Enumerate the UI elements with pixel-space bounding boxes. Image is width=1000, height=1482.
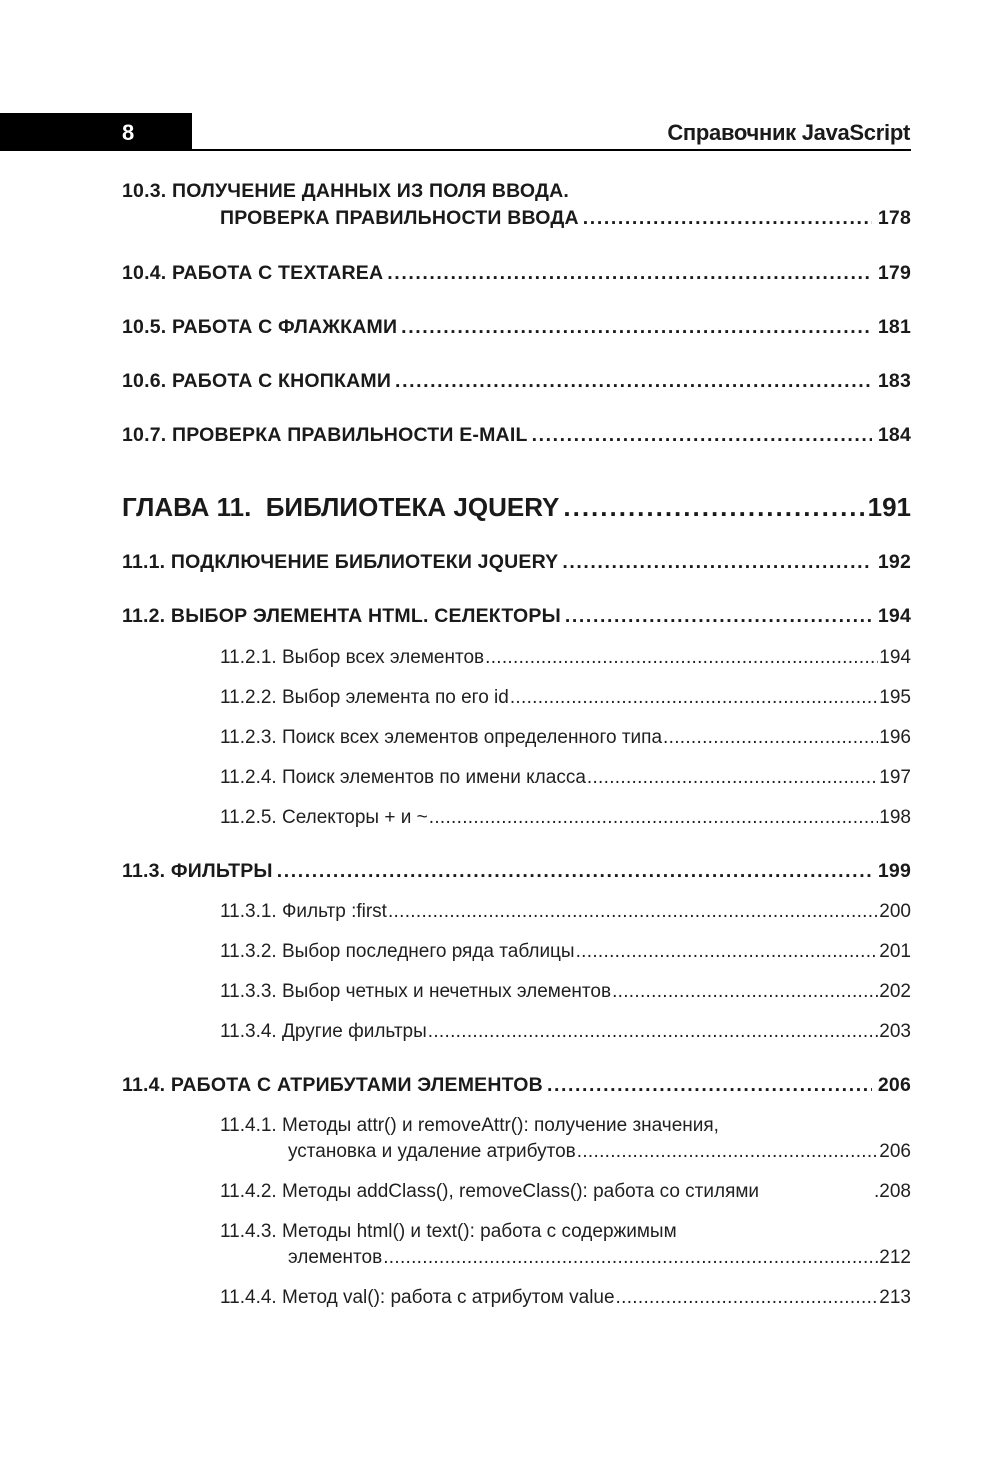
toc-entry-label: ПРОВЕРКА ПРАВИЛЬНОСТИ ВВОДА [220, 207, 579, 229]
toc-entry-label: 11.3. ФИЛЬТРЫ [122, 860, 273, 882]
dot-leader [612, 981, 878, 1003]
toc-entry-10-3[interactable] [220, 207, 911, 230]
toc-entry-page: 195 [879, 687, 911, 708]
toc-entry-label: 11.3.3. Выбор четных и нечетных элементов [220, 981, 612, 1002]
toc-entry-11-4-4[interactable] [220, 1287, 911, 1309]
toc-entry-label: 11.3.2. Выбор последнего ряда таблицы [220, 941, 575, 962]
toc-entry-10-5[interactable] [122, 316, 911, 339]
dot-leader [587, 767, 878, 789]
toc-chapter-page: 191 [867, 492, 911, 522]
header-rule [0, 149, 911, 151]
toc-entry-page: 199 [877, 860, 911, 882]
dot-leader [577, 1141, 879, 1163]
toc-entry-label: 11.2.2. Выбор элемента по его id [220, 687, 509, 708]
toc-chapter-label: ГЛАВА 11. БИБЛИОТЕКА JQUERY [122, 492, 560, 522]
toc-entry-10-4[interactable] [122, 262, 911, 285]
dot-leader [576, 941, 879, 963]
dot-leader [395, 370, 872, 393]
toc-entry-page: 201 [879, 941, 911, 962]
toc-entry-page: 203 [879, 1021, 911, 1042]
dot-leader [428, 1021, 879, 1043]
toc-entry-11-2-4[interactable] [220, 767, 911, 789]
toc-entry-label: 11.4.4. Метод val(): работа с атрибутом value [220, 1287, 615, 1308]
toc-chapter-11[interactable] [122, 492, 911, 523]
toc-entry-label: 11.3.1. Фильтр :first [220, 901, 387, 922]
toc-entry-page: 192 [877, 551, 911, 573]
running-title: Справочник JavaScript [667, 120, 910, 145]
toc-entry-label: 11.2. ВЫБОР ЭЛЕМЕНТА HTML. СЕЛЕКТОРЫ [122, 605, 561, 627]
dot-leader [583, 207, 872, 230]
dot-leader [387, 262, 872, 285]
dot-leader [565, 605, 872, 628]
toc-entry-10-6[interactable] [122, 370, 911, 393]
toc-entry-label: 11.4.2. Методы addClass(), removeClass(): работа со стилями [220, 1181, 760, 1202]
toc-entry-11-2-5[interactable] [220, 807, 911, 829]
dot-leader [547, 1074, 872, 1097]
toc-entry-label: 11.2.5. Селекторы + и ~ [220, 807, 428, 828]
toc-entry-label: 11.2.4. Поиск элементов по имени класса [220, 767, 586, 788]
toc-entry-page: 179 [877, 262, 911, 284]
toc-entry-label: 11.4. РАБОТА С АТРИБУТАМИ ЭЛЕМЕНТОВ [122, 1074, 543, 1096]
dot-leader [383, 1247, 878, 1269]
toc-entry-10-3-line1: 10.3. ПОЛУЧЕНИЕ ДАННЫХ ИЗ ПОЛЯ ВВОДА. [122, 180, 570, 202]
toc-entry-page: 206 [879, 1141, 911, 1162]
toc-entry-11-2-1[interactable] [220, 647, 911, 669]
toc-entry-11-3-2[interactable] [220, 941, 911, 963]
toc-entry-11-4-3-line1: 11.4.3. Методы html() и text(): работа с содержимым [220, 1221, 677, 1242]
toc-entry-page: .208 [874, 1181, 911, 1202]
toc-entry-page: 206 [877, 1074, 911, 1096]
toc-entry-page: 198 [879, 807, 911, 828]
toc-entry-page: 200 [879, 901, 911, 922]
dot-leader [663, 727, 878, 749]
toc-entry-page: 178 [877, 207, 911, 229]
page-number: 8 [122, 120, 135, 145]
toc-entry-11-4[interactable] [122, 1074, 911, 1097]
toc-entry-11-4-3[interactable] [288, 1247, 911, 1269]
toc-entry-label: элементов [288, 1247, 383, 1268]
dot-leader [616, 1287, 879, 1309]
toc-entry-11-4-1[interactable] [288, 1141, 911, 1163]
toc-entry-label: 10.4. РАБОТА С TEXTAREA [122, 262, 384, 284]
toc-entry-11-2[interactable] [122, 605, 911, 628]
toc-entry-label: 11.2.3. Поиск всех элементов определенного типа [220, 727, 663, 748]
dot-leader [562, 551, 872, 574]
toc-entry-label: установка и удаление атрибутов [288, 1141, 576, 1162]
toc-entry-label: 11.2.1. Выбор всех элементов [220, 647, 485, 668]
dot-leader [277, 860, 872, 883]
toc-entry-page: 196 [879, 727, 911, 748]
toc-entry-page: 181 [877, 316, 911, 338]
dot-leader [388, 901, 878, 923]
dot-leader [429, 807, 879, 829]
toc-entry-page: 183 [877, 370, 911, 392]
toc-entry-page: 194 [879, 647, 911, 668]
toc-entry-label: 11.1. ПОДКЛЮЧЕНИЕ БИБЛИОТЕКИ JQUERY [122, 551, 559, 573]
toc-entry-11-3-3[interactable] [220, 981, 911, 1003]
toc-entry-page: 184 [877, 424, 911, 446]
toc-entry-11-3[interactable] [122, 860, 911, 883]
toc-entry-page: 197 [879, 767, 911, 788]
toc-entry-page: 194 [877, 605, 911, 627]
toc-entry-10-7[interactable] [122, 424, 911, 447]
dot-leader [485, 647, 878, 669]
toc-entry-11-2-3[interactable] [220, 727, 911, 749]
dot-leader [563, 492, 863, 523]
dot-leader [510, 687, 878, 709]
toc-entry-11-4-1-line1: 11.4.1. Методы attr() и removeAttr(): получение значения, [220, 1115, 719, 1136]
toc-entry-label: 10.6. РАБОТА С КНОПКАМИ [122, 370, 392, 392]
toc-entry-11-3-1[interactable] [220, 901, 911, 923]
toc-entry-11-3-4[interactable] [220, 1021, 911, 1043]
toc-entry-page: 212 [879, 1247, 911, 1268]
dot-leader [532, 424, 872, 447]
header-bar [0, 113, 192, 151]
toc-entry-page: 213 [879, 1287, 911, 1308]
toc-entry-label: 10.5. РАБОТА С ФЛАЖКАМИ [122, 316, 398, 338]
toc-entry-label: 11.3.4. Другие фильтры [220, 1021, 427, 1042]
toc-entry-page: 202 [879, 981, 911, 1002]
toc-entry-11-2-2[interactable] [220, 687, 911, 709]
toc-entry-label: 10.7. ПРОВЕРКА ПРАВИЛЬНОСТИ E-MAIL [122, 424, 528, 446]
dot-leader [401, 316, 872, 339]
toc-entry-11-1[interactable] [122, 551, 911, 574]
toc-entry-11-4-2[interactable] [220, 1181, 911, 1203]
